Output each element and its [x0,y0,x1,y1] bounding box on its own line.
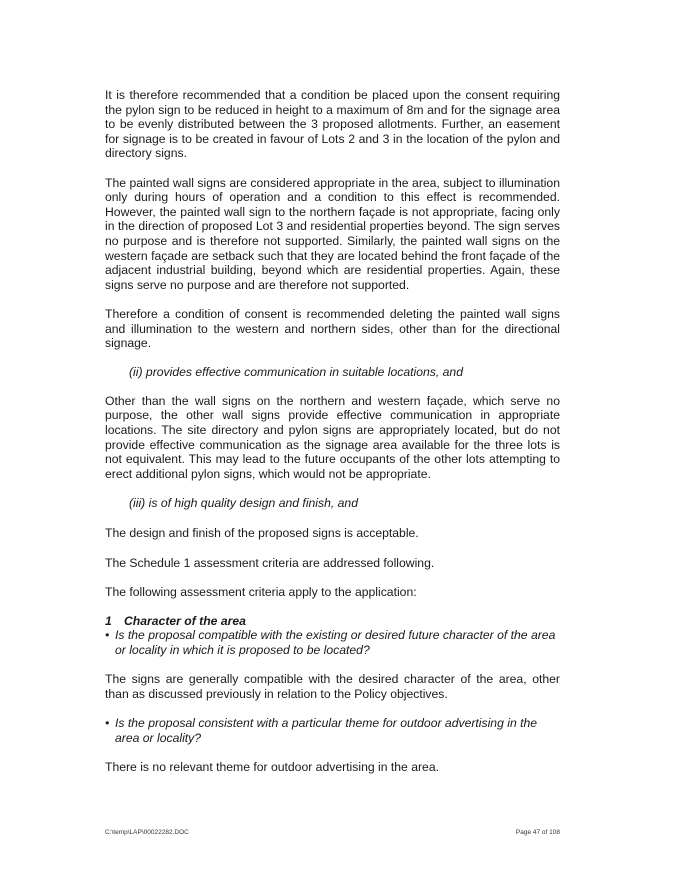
paragraph-design-finish: The design and finish of the proposed signs is acceptable. [105,526,419,541]
paragraph-schedule-1: The Schedule 1 assessment criteria are addressed following. [105,555,435,570]
paragraph-compatibility-response: The signs are generally compatible with the desired character of the area, other than as discussed previously in relation to the Policy objectives. [105,672,560,701]
bullet-marker: • [105,628,110,643]
paragraph-theme-response: There is no relevant theme for outdoor advertising in the area. [105,759,439,774]
objective-iii: (iii) is of high quality design and finish, and [129,496,358,511]
section-title: Character of the area [124,613,246,628]
criterion-text: Is the proposal compatible with the existing or desired future character of the area or locality in which it is proposed to be located? [115,628,556,657]
paragraph-effective-communication: Other than the wall signs on the northern and western façade, which serve no purpose, the other wall signs provide effective communication in appropriate locations. The site directory and pylon signs are appropriately located, but do not provide effective communication as the signage area available for the three lots is not equivalent. This may lead to the future occupants of the other lots attempting to erect additional pylon signs, which would not be appropriate. [105,393,560,481]
objective-ii: (ii) provides effective communication in suitable locations, and [129,364,463,379]
document-body [105,88,560,774]
paragraph-pylon-recommendation: It is therefore recommended that a condition be placed upon the consent requiring the pylon sign to be reduced in height to a maximum of 8m and for the signage area to be evenly distributed between the 3 proposed allotments. Further, an easement for signage is to be created in favour of Lots 2 and 3 in the location of the pylon and directory signs. [105,88,560,161]
paragraph-assessment-criteria: The following assessment criteria apply to the application: [105,585,417,600]
section-heading [105,614,560,629]
footer-file-path: C:\temp\LAP\00022282.DOC [105,829,189,836]
criterion-bullet-2 [105,716,560,745]
paragraph-condition-of-consent: Therefore a condition of consent is recommended deleting the painted wall signs and illumination to the western and northern sides, other than for the directional signage. [105,306,560,351]
bullet-marker: • [105,715,110,730]
page-footer [105,829,560,836]
paragraph-painted-wall-signs: The painted wall signs are considered appropriate in the area, subject to illumination only during hours of operation and a condition to this effect is recommended. However, the painted wall sign to the northern façade is not appropriate, facing only in the direction of proposed Lot 3 and residential properties beyond. The sign serves no purpose and is therefore not supported. Similarly, the painted wall signs on the western façade are setback such that they are located behind the front façade of the adjacent industrial building, beyond which are residential properties. Again, these signs serve no purpose and are therefore not supported. [105,175,560,292]
section-number: 1 [105,613,112,628]
criterion-text: Is the proposal consistent with a particular theme for outdoor advertising in the area or locality? [115,715,538,745]
footer-page-number: Page 47 of 108 [515,829,560,836]
criterion-bullet-1 [105,628,560,657]
